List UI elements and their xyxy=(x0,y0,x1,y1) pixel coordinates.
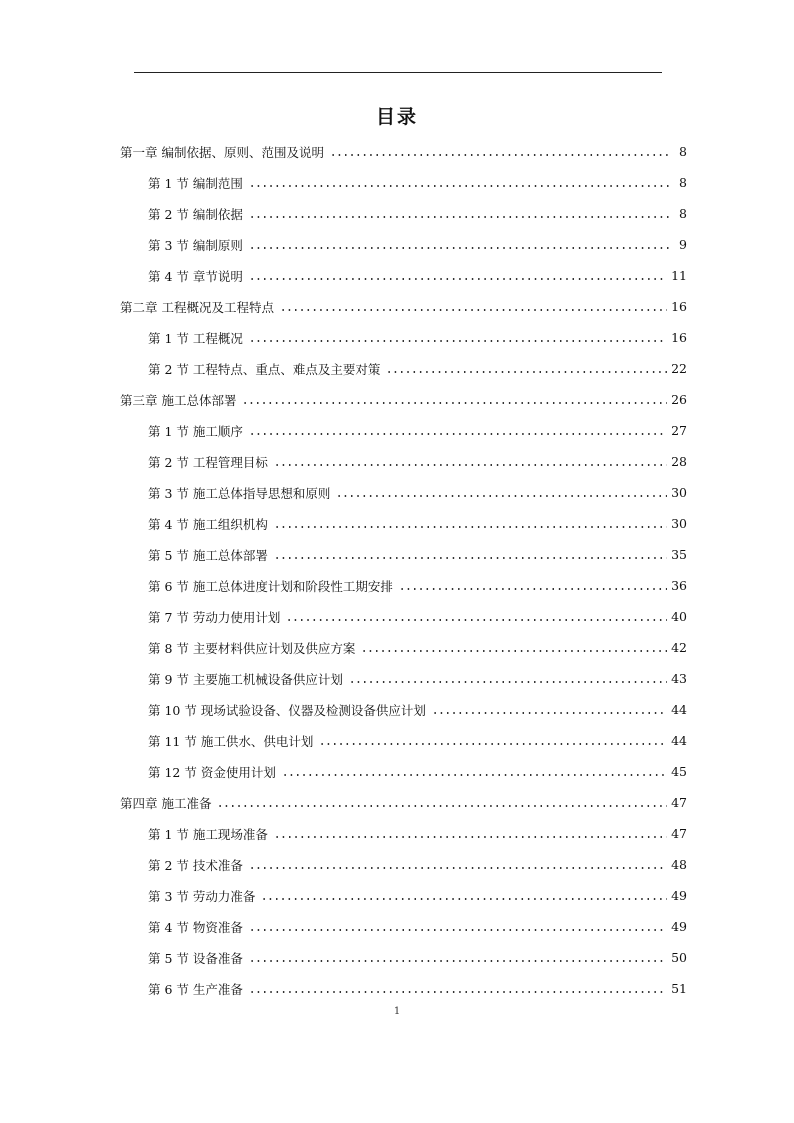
toc-entry-page: 44 xyxy=(671,733,687,748)
toc-entry-label: 第 9 节 主要施工机械设备供应计划 xyxy=(148,671,343,687)
dot-leader xyxy=(319,743,667,745)
toc-entry-page: 16 xyxy=(671,330,687,345)
toc-entry-label: 第 4 节 物资准备 xyxy=(148,919,243,935)
dot-leader xyxy=(274,557,667,559)
toc-entry-label: 第 5 节 施工总体部署 xyxy=(148,547,268,563)
toc-entry-page: 30 xyxy=(671,485,687,500)
dot-leader xyxy=(286,619,667,621)
dot-leader xyxy=(217,805,667,807)
dot-leader xyxy=(249,247,669,249)
toc-title: 目录 xyxy=(375,106,418,128)
toc-entry-page: 28 xyxy=(671,454,687,469)
dot-leader xyxy=(274,526,667,528)
toc-entry-page: 8 xyxy=(679,144,687,159)
toc-entry-page: 9 xyxy=(679,237,687,252)
toc-section-entry[interactable] xyxy=(148,415,687,446)
toc-entry-label: 第 10 节 现场试验设备、仪器及检测设备供应计划 xyxy=(148,702,426,718)
toc-entry-label: 第 3 节 施工总体指导思想和原则 xyxy=(148,485,331,501)
toc-section-entry[interactable] xyxy=(148,260,687,291)
toc-entry-page: 49 xyxy=(671,888,687,903)
dot-leader xyxy=(249,340,667,342)
toc-entry-label: 第 1 节 施工现场准备 xyxy=(148,826,268,842)
page-number: 1 xyxy=(393,1006,401,1017)
toc-section-entry[interactable] xyxy=(148,849,687,880)
dot-leader xyxy=(282,774,667,776)
toc-section-entry[interactable] xyxy=(148,880,687,911)
toc-section-entry[interactable] xyxy=(148,539,687,570)
toc-entry-label: 第二章 工程概况及工程特点 xyxy=(120,299,274,315)
toc-section-entry[interactable] xyxy=(148,973,687,1004)
toc-section-entry[interactable] xyxy=(148,477,687,508)
dot-leader xyxy=(399,588,667,590)
toc-entry-page: 45 xyxy=(671,764,687,779)
dot-leader xyxy=(274,836,667,838)
toc-entry-page: 40 xyxy=(671,609,687,624)
dot-leader xyxy=(249,278,667,280)
toc-entry-label: 第一章 编制依据、原则、范围及说明 xyxy=(120,144,324,160)
dot-leader xyxy=(432,712,667,714)
dot-leader xyxy=(274,464,667,466)
toc-section-entry[interactable] xyxy=(148,725,687,756)
toc-section-entry[interactable] xyxy=(148,756,687,787)
toc-section-entry[interactable] xyxy=(148,229,687,260)
toc-entry-label: 第 6 节 生产准备 xyxy=(148,981,243,997)
toc-entry-page: 44 xyxy=(671,702,687,717)
toc-section-entry[interactable] xyxy=(148,601,687,632)
toc-chapter-entry[interactable] xyxy=(120,291,687,322)
toc-entry-page: 27 xyxy=(671,423,687,438)
toc-entry-page: 8 xyxy=(679,206,687,221)
dot-leader xyxy=(386,371,667,373)
toc-entry-page: 43 xyxy=(671,671,687,686)
toc-section-entry[interactable] xyxy=(148,570,687,601)
toc-section-entry[interactable] xyxy=(148,663,687,694)
toc-entry-page: 22 xyxy=(671,361,687,376)
header-rule xyxy=(134,72,662,73)
toc-entry-label: 第 8 节 主要材料供应计划及供应方案 xyxy=(148,640,356,656)
toc-entry-label: 第 12 节 资金使用计划 xyxy=(148,764,276,780)
toc-entry-page: 49 xyxy=(671,919,687,934)
toc-entry-page: 47 xyxy=(671,795,687,810)
dot-leader xyxy=(361,650,667,652)
dot-leader xyxy=(261,898,667,900)
toc-entry-label: 第 11 节 施工供水、供电计划 xyxy=(148,733,314,749)
toc-chapter-entry[interactable] xyxy=(120,384,687,415)
toc-entry-label: 第 3 节 编制原则 xyxy=(148,237,243,253)
toc-entry-label: 第 2 节 编制依据 xyxy=(148,206,243,222)
toc-section-entry[interactable] xyxy=(148,942,687,973)
dot-leader xyxy=(249,991,667,993)
dot-leader xyxy=(349,681,667,683)
toc-entry-page: 16 xyxy=(671,299,687,314)
toc-entry-page: 35 xyxy=(671,547,687,562)
toc-entry-page: 50 xyxy=(671,950,687,965)
toc-entry-page: 30 xyxy=(671,516,687,531)
toc-section-entry[interactable] xyxy=(148,322,687,353)
toc-entry-label: 第 3 节 劳动力准备 xyxy=(148,888,256,904)
toc-entry-page: 36 xyxy=(671,578,687,593)
toc-section-entry[interactable] xyxy=(148,198,687,229)
toc-entry-page: 47 xyxy=(671,826,687,841)
toc-entry-label: 第 2 节 工程特点、重点、难点及主要对策 xyxy=(148,361,381,377)
toc-entry-label: 第 1 节 施工顺序 xyxy=(148,423,243,439)
toc-entry-label: 第 4 节 章节说明 xyxy=(148,268,243,284)
dot-leader xyxy=(242,402,667,404)
toc-entry-label: 第 6 节 施工总体进度计划和阶段性工期安排 xyxy=(148,578,393,594)
toc-entry-label: 第 4 节 施工组织机构 xyxy=(148,516,268,532)
toc-entry-page: 8 xyxy=(679,175,687,190)
toc-section-entry[interactable] xyxy=(148,353,687,384)
toc-section-entry[interactable] xyxy=(148,446,687,477)
toc-entry-page: 26 xyxy=(671,392,687,407)
toc-entry-label: 第 7 节 劳动力使用计划 xyxy=(148,609,281,625)
toc-section-entry[interactable] xyxy=(148,911,687,942)
toc-entry-label: 第 2 节 技术准备 xyxy=(148,857,243,873)
dot-leader xyxy=(249,929,667,931)
toc-entry-label: 第四章 施工准备 xyxy=(120,795,212,811)
toc-entry-label: 第 1 节 编制范围 xyxy=(148,175,243,191)
toc-section-entry[interactable] xyxy=(148,508,687,539)
dot-leader xyxy=(330,154,669,156)
toc-entry-page: 11 xyxy=(671,268,687,283)
toc-entry-label: 第 2 节 工程管理目标 xyxy=(148,454,268,470)
toc-section-entry[interactable] xyxy=(148,694,687,725)
toc-entry-page: 51 xyxy=(671,981,687,996)
toc-chapter-entry[interactable] xyxy=(120,787,687,818)
dot-leader xyxy=(249,960,667,962)
dot-leader xyxy=(249,867,667,869)
toc-section-entry[interactable] xyxy=(148,167,687,198)
dot-leader xyxy=(280,309,667,311)
dot-leader xyxy=(249,185,669,187)
dot-leader xyxy=(249,216,669,218)
toc-entry-label: 第 5 节 设备准备 xyxy=(148,950,243,966)
toc-entry-label: 第三章 施工总体部署 xyxy=(120,392,237,408)
toc-entry-page: 42 xyxy=(671,640,687,655)
toc-section-entry[interactable] xyxy=(148,632,687,663)
toc-entry-label: 第 1 节 工程概况 xyxy=(148,330,243,346)
dot-leader xyxy=(336,495,667,497)
toc-entry-page: 48 xyxy=(671,857,687,872)
toc-section-entry[interactable] xyxy=(148,818,687,849)
toc-chapter-entry[interactable] xyxy=(120,136,687,167)
dot-leader xyxy=(249,433,667,435)
